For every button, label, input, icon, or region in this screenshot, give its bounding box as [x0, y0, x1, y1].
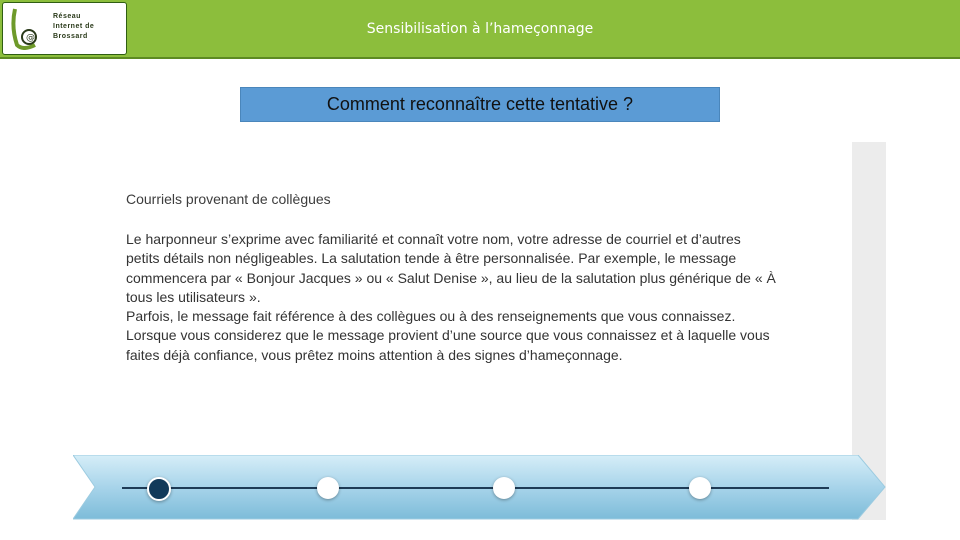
- section-body: [126, 230, 776, 365]
- timeline-step-1[interactable]: [147, 477, 171, 501]
- header-bar: [0, 0, 960, 59]
- question-banner: Comment reconnaître cette tentative ?: [240, 87, 720, 122]
- logo-text: Réseau Internet de Brossard: [53, 13, 95, 40]
- paragraph-2: Parfois, le message fait référence à des collègues ou à des renseignements que vous connaissez. Lorsque vous considerez que le message provient d’une source que vous connaissez et à laquelle vous faites déjà confiance, vous prêtez moins attention à des signes d’hameçonnage.: [126, 308, 770, 363]
- page-title: Sensibilisation à l’hameçonnage: [366, 21, 594, 37]
- timeline-step-3[interactable]: [493, 477, 515, 499]
- paragraph-1: Le harponneur s’exprime avec familiarité et connaît votre nom, votre adresse de courriel et d’autres petits détails non négligeables. La salutation tende à être personnalisée. Par exemple, le message commencera par « Bonjour Jacques » ou « Salut Denise », au lieu de la salutation plus générique de « À tous les utilisateurs ».: [126, 231, 776, 305]
- timeline-step-4[interactable]: [689, 477, 711, 499]
- section-title: Courriels provenant de collègues: [126, 191, 331, 207]
- timeline-step-2[interactable]: [317, 477, 339, 499]
- svg-text:@: @: [26, 33, 35, 43]
- timeline-line: [122, 487, 829, 489]
